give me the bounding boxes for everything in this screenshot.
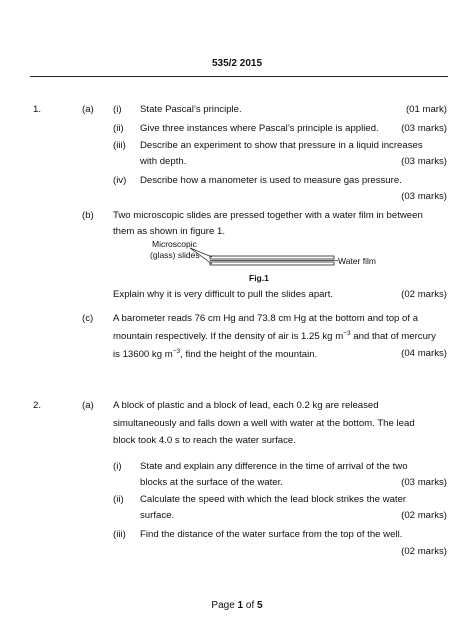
upper-glass-slide — [210, 256, 334, 259]
q1c-label: (c) — [82, 313, 94, 324]
figure-caption: Fig.1 — [249, 273, 269, 283]
q1a-iii-num: (iii) — [113, 140, 126, 151]
q1a-ii-text: Give three instances where Pascal’s principle is applied. — [140, 123, 379, 134]
q2a-iii-marks: (02 marks) — [401, 546, 447, 557]
q1c-line3: is 13600 kg $m^{-3}$, find the height of the mountain. — [113, 348, 318, 361]
q2a-ii-line1: Calculate the speed with which the lead block strikes the water — [140, 494, 407, 505]
q1a-i-marks: (01 mark) — [405, 104, 447, 115]
q1b-label: (b) — [82, 210, 94, 221]
header-rule — [30, 76, 448, 77]
q2a-ii-line2: surface. — [140, 510, 175, 521]
q2a-ii-num: (ii) — [113, 494, 124, 505]
lower-glass-slide — [210, 262, 334, 265]
q2a-i-line2: blocks at the surface of the water. — [140, 477, 283, 488]
q2a-i-marks: (03 marks) — [401, 477, 447, 488]
q2a-label: (a) — [82, 400, 94, 411]
q1a-iv-text: Describe how a manometer is used to measure gas pressure. — [140, 175, 402, 186]
q2a-line3: block took 4.0 s to reach the water surface. — [113, 435, 296, 446]
q2a-ii-marks: (02 marks) — [401, 510, 447, 521]
q1a-iv-marks: (03 marks) — [401, 191, 447, 202]
q2a-i-line1: State and explain any difference in the time of arrival of the two — [140, 461, 408, 472]
q1a-ii-num: (ii) — [113, 123, 124, 134]
q1b-question: Explain why it is very difficult to pull the slides apart. — [113, 289, 334, 300]
q1b-marks: (02 marks) — [401, 289, 447, 300]
q1a-iv-num: (iv) — [113, 175, 127, 186]
q2a-iii-line1: Find the distance of the water surface from the top of the well. — [140, 529, 403, 540]
question-2-number: 2. — [33, 400, 42, 411]
paper-code-header: 535/2 2015 — [211, 58, 263, 69]
q2a-line1: A block of plastic and a block of lead, each 0.2 kg are released — [113, 400, 379, 411]
q1c-marks: (04 marks) — [401, 348, 447, 359]
fig-label-glass-slides: (glass) slides — [150, 250, 200, 260]
fig-label-water-film: Water film — [338, 256, 376, 266]
q1a-i-num: (i) — [113, 104, 122, 115]
q1b-line1: Two microscopic slides are pressed together with a water film in between — [113, 210, 423, 221]
q1a-i-text: State Pascal’s principle. — [140, 104, 242, 115]
question-1-number: 1. — [33, 104, 42, 115]
q1a-iii-line2: with depth. — [140, 156, 187, 167]
q2a-iii-num: (iii) — [113, 529, 126, 540]
q1c-line1: A barometer reads 76 cm Hg and 73.8 cm Hg at the bottom and top of a — [113, 313, 419, 324]
q1b-line2: them as shown in figure 1. — [113, 226, 225, 237]
fig-label-microscopic: Microscopic — [152, 239, 197, 249]
q1a-label: (a) — [82, 104, 94, 115]
q1a-iii-line1: Describe an experiment to show that pressure in a liquid increases — [140, 140, 423, 151]
page-number-footer: Page 1 of 5 — [211, 600, 263, 611]
q2a-i-num: (i) — [113, 461, 122, 472]
q2a-line2: simultaneously and falls down a well with water at the bottom. The lead — [113, 418, 415, 429]
q1a-iii-marks: (03 marks) — [401, 156, 447, 167]
q1a-ii-marks: (03 marks) — [401, 123, 447, 134]
q1c-line2: mountain respectively. If the density of air is 1.25 kg $m^{-3}$ and that of mercury — [113, 330, 436, 343]
